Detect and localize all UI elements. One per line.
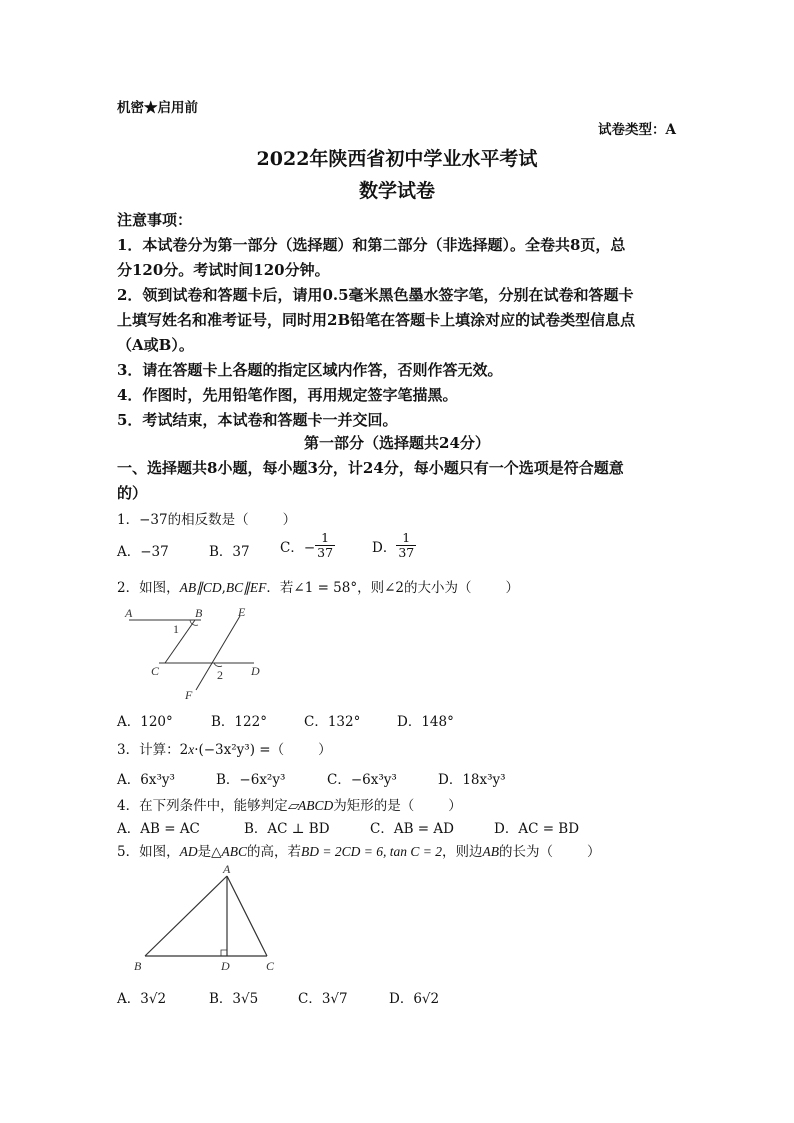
notice-line-3: 2．领到试卷和答题卡后，请用0.5毫米黑色墨水签字笔，分别在试卷和答题卡	[117, 286, 634, 304]
q4-option-b: B．AC ⊥ BD	[244, 821, 330, 837]
q2-figure-parallel-lines	[117, 603, 287, 703]
section-instruction-line-1: 一、选择题共8小题，每小题3分，计24分，每小题只有一个选项是符合题意	[117, 459, 624, 477]
label-c: C	[151, 664, 160, 678]
q5-close: ）	[586, 844, 601, 860]
q1-option-d-label: D．	[372, 539, 397, 556]
label-a: A	[223, 862, 231, 876]
label-d: D	[221, 959, 230, 973]
notice-line-5: （A或B）。	[117, 336, 194, 354]
q3-close: ）	[318, 742, 332, 758]
notice-line-4: 上填写姓名和准考证号，同时用2B铅笔在答题卡上填涂对应的试卷类型信息点	[117, 311, 636, 329]
notice-heading: 注意事项：	[117, 211, 193, 229]
label-b: B	[134, 959, 142, 973]
q5-ab: AB	[482, 844, 499, 859]
q5-option-c: C．3√7	[298, 991, 348, 1007]
q2-comma: ,	[221, 580, 226, 596]
q5-ad: AD	[179, 844, 198, 859]
notice-line-8: 5．考试结束，本试卷和答题卡一并交回。	[117, 411, 398, 429]
q5-abc: ABC	[221, 844, 247, 859]
q5-pre: 5．如图，	[117, 844, 180, 860]
q5-figure-triangle	[125, 862, 285, 977]
q2-cond-ab-cd: AB∥CD	[179, 580, 222, 595]
label-c: C	[266, 959, 275, 973]
q3-expression: ·(−3x²y³) =（	[194, 742, 285, 758]
notice-line-1: 1．本试卷分为第一部分（选择题）和第二部分（非选择题）。全卷共8页，总	[117, 236, 626, 254]
q1-d-denominator: 37	[398, 545, 415, 561]
line-bc	[165, 620, 195, 663]
q4-option-c: C．AB = AD	[370, 821, 454, 837]
q4-option-a: A．AB = AC	[117, 821, 200, 837]
q2-close: ）	[505, 580, 520, 596]
q5-option-d: D．6√2	[389, 991, 440, 1007]
label-angle-1: 1	[173, 622, 179, 636]
q5-option-a: A．3√2	[117, 991, 167, 1007]
q1-option-c-fraction	[315, 531, 335, 561]
label-d: D	[251, 664, 260, 678]
q4-close: ）	[448, 798, 462, 814]
q4-stem-post: 为矩形的是（	[333, 798, 415, 814]
q3-option-a: A．6x³y³	[117, 772, 175, 788]
label-f: F	[185, 688, 193, 702]
q5-mid2: 的高，若	[246, 844, 301, 860]
confidential-label: 机密★启用前	[117, 100, 198, 116]
q4-stem-pre: 4．在下列条件中，能够判定	[117, 798, 288, 814]
q1-option-a: A．−37	[117, 544, 169, 560]
right-angle-mark	[221, 950, 227, 956]
q1-d-numerator: 1	[396, 531, 416, 546]
q4-option-d: D．AC = BD	[494, 821, 580, 837]
q5-condition: BD = 2CD = 6, tan C = 2	[300, 844, 442, 859]
q4-parallelogram: ▱ABCD	[287, 798, 334, 813]
side-ab	[145, 876, 227, 956]
question-2-stem	[117, 576, 519, 596]
q2-option-a: A．120°	[117, 714, 173, 730]
q3-stem-text: 3．计算：2	[117, 742, 189, 758]
notice-line-6: 3．请在答题卡上各题的指定区域内作答，否则作答无效。	[117, 361, 503, 379]
question-5-stem	[117, 840, 600, 860]
question-3-stem	[117, 738, 332, 758]
q1-option-d	[372, 531, 416, 561]
q5-post: 的长为（	[498, 844, 553, 860]
exam-title: 2022年陕西省初中学业水平考试	[256, 148, 538, 170]
notice-line-2: 分120分。考试时间120分钟。	[117, 261, 330, 279]
q2-mid: ．若∠1 = 58°，则∠2的大小为（	[266, 580, 472, 596]
part-one-heading: 第一部分（选择题共24分）	[304, 434, 490, 452]
label-e: E	[238, 605, 246, 619]
notice-line-7: 4．作图时，先用铅笔作图，再用规定签字笔描黑。	[117, 386, 458, 404]
q5-option-b: B．3√5	[209, 991, 259, 1007]
section-instruction-line-2: 的）	[117, 484, 148, 502]
q5-mid1: 是△	[197, 844, 222, 860]
q2-pre: 2．如图，	[117, 580, 180, 596]
q1-c-numerator: 1	[315, 531, 335, 546]
label-a: A	[125, 606, 133, 620]
q3-option-c: C．−6x³y³	[327, 772, 397, 788]
q2-option-c: C．132°	[304, 714, 361, 730]
q1-option-d-fraction	[396, 531, 416, 561]
angle-2-arc	[214, 663, 222, 667]
q3-option-d: D．18x³y³	[438, 772, 506, 788]
question-1-stem	[117, 508, 296, 528]
exam-subtitle: 数学试卷	[358, 180, 435, 202]
q1-option-b: B．37	[209, 544, 250, 560]
q5-mid3: ，则边	[441, 844, 483, 860]
q1-close: ）	[282, 512, 297, 528]
q2-option-b: B．122°	[211, 714, 267, 730]
q1-stem-text: 1．−37的相反数是（	[117, 512, 249, 528]
q3-option-b: B．−6x²y³	[216, 772, 286, 788]
q1-c-denominator: 37	[317, 545, 334, 561]
q1-option-c	[280, 531, 335, 561]
q1-option-c-label: C．−	[280, 539, 316, 556]
question-4-stem	[117, 794, 462, 814]
label-b: B	[195, 606, 203, 620]
q2-cond-bc-ef: BC∥EF	[225, 580, 267, 595]
side-ac	[227, 876, 267, 956]
q2-option-d: D．148°	[397, 714, 454, 730]
label-angle-2: 2	[217, 668, 223, 682]
q3-x: x	[188, 742, 195, 757]
paper-type-label: 试卷类型：A	[598, 122, 676, 138]
